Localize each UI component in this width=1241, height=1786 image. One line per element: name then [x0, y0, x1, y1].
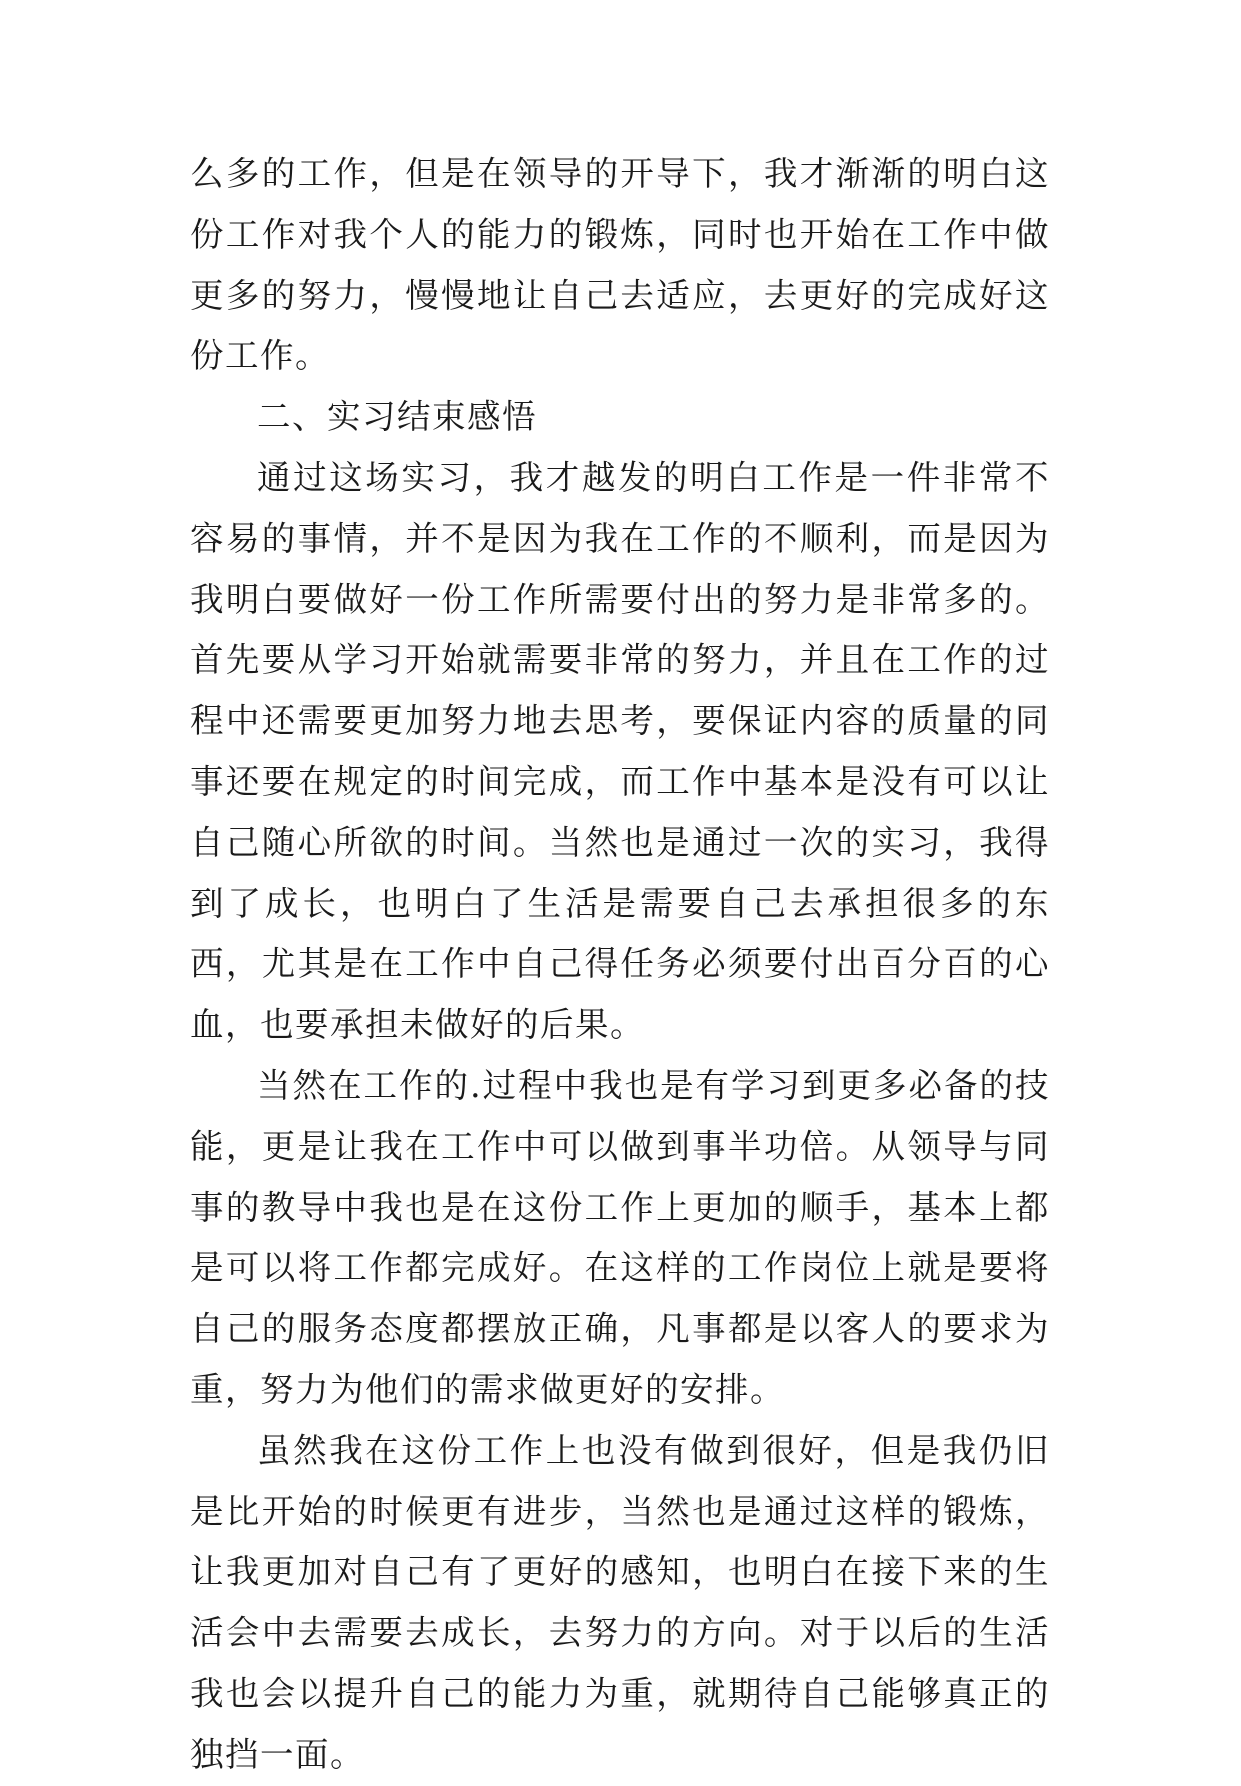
paragraph: 当然在工作的.过程中我也是有学习到更多必备的技能，更是让我在工作中可以做到事半功倍。从领导与同事的教导中我也是在这份工作上更加的顺手，基本上都是可以将工作都完成好。在这样的工作岗位上就是要将自己的服务态度都摆放正确，凡事都是以客人的要求为重，努力为他们的需求做更好的安排。: [190, 1065, 1050, 1409]
section-heading: 二、实习结束感悟: [257, 397, 537, 437]
document-body: [190, 144, 1050, 1786]
paragraph-continuation: 么多的工作，但是在领导的开导下，我才渐渐的明白这份工作对我个人的能力的锻炼，同时也开始在工作中做更多的努力，慢慢地让自己去适应，去更好的完成好这份工作。: [190, 154, 1050, 376]
paragraph: 虽然我在这份工作上也没有做到很好，但是我仍旧是比开始的时候更有进步，当然也是通过这样的锻炼，让我更加对自己有了更好的感知，也明白在接下来的生活会中去需要去成长，去努力的方向。对于以后的生活我也会以提升自己的能力为重，就期待自己能够真正的独挡一面。: [190, 1430, 1050, 1774]
paragraph: 通过这场实习，我才越发的明白工作是一件非常不容易的事情，并不是因为我在工作的不顺利，而是因为我明白要做好一份工作所需要付出的努力是非常多的。首先要从学习开始就需要非常的努力，并且在工作的过程中还需要更加努力地去思考，要保证内容的质量的同事还要在规定的时间完成，而工作中基本是没有可以让自己随心所欲的时间。当然也是通过一次的实习，我得到了成长，也明白了生活是需要自己去承担很多的东西，尤其是在工作中自己得任务必须要付出百分百的心血，也要承担未做好的后果。: [190, 457, 1050, 1045]
